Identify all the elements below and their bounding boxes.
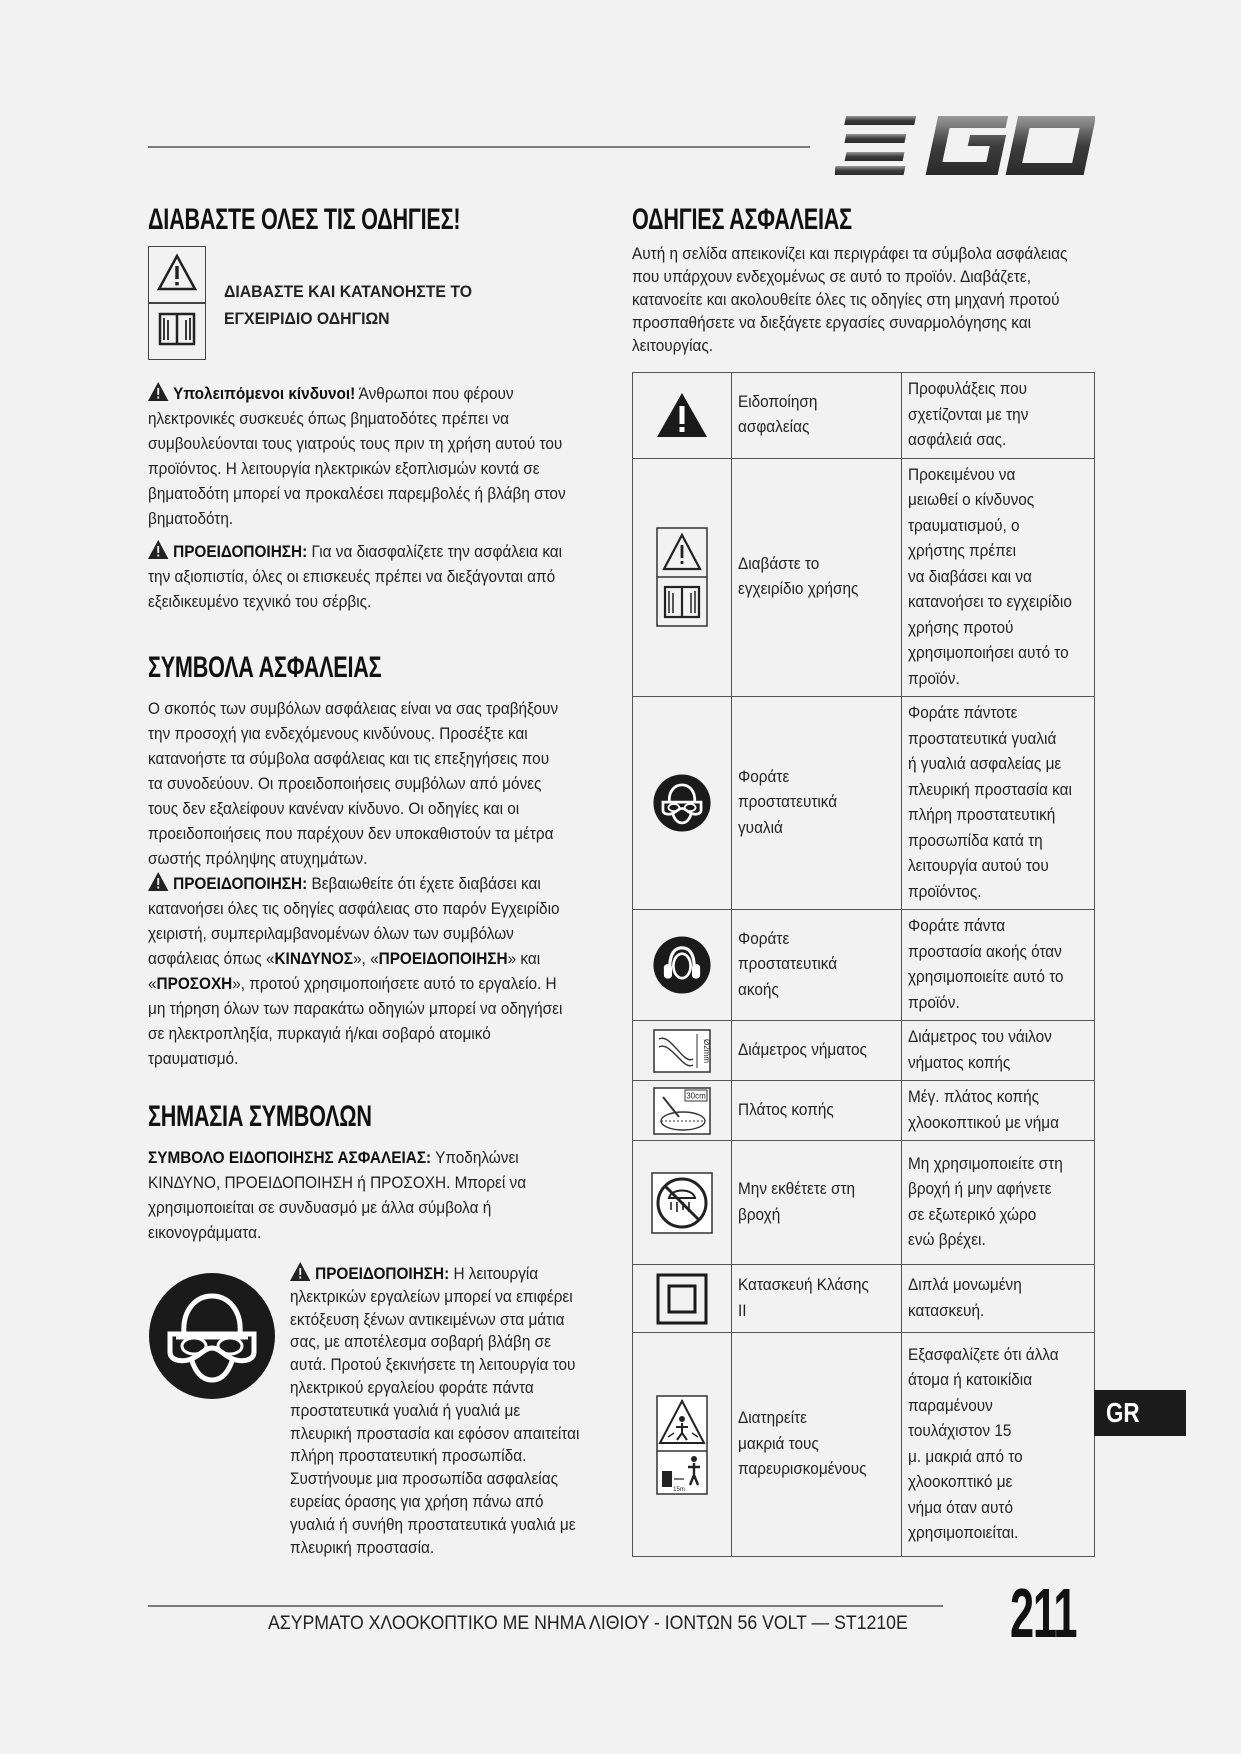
table-cell-icon: [633, 373, 732, 459]
table-cell-icon: [633, 1333, 732, 1557]
table-cell-meaning: Φοράτε πάντοτε προστατευτικά γυαλιά ή γυαλιά ασφαλείας με πλευρική προστασία και πλήρη προστατευτική προσωπίδα κατά τη λειτουργία αυτού του προϊόντος.: [902, 697, 1095, 910]
table-cell-icon: [633, 910, 732, 1021]
class-ii-icon: [656, 1273, 708, 1325]
table-cell-icon: [633, 1265, 732, 1333]
safety-goggles-icon: [653, 774, 711, 832]
table-cell-symbol: Μην εκθέτετε στη βροχή: [732, 1141, 902, 1265]
table-cell-symbol: Διαβάστε το εγχειρίδιο χρήσης: [732, 458, 902, 697]
table-cell-symbol: Διάμετρος νήματος: [732, 1021, 902, 1081]
read-manual-icon: [656, 527, 708, 627]
heading-read-all-instructions: ΔΙΑΒΑΣΤΕ ΟΛΕΣ ΤΙΣ ΟΔΗΓΙΕΣ!: [148, 203, 461, 236]
table-row: [633, 910, 1095, 1021]
table-cell-meaning: Προκειμένου να μειωθεί ο κίνδυνος τραυματισμού, ο χρήστης πρέπει να διαβάσει και να κατανοήσει το εγχειρίδιο χρήσης προτού χρησιμοποιήσει αυτό το προϊόν.: [902, 458, 1095, 697]
table-row: [633, 1021, 1095, 1081]
table-row: [633, 1265, 1095, 1333]
warning-triangle-icon: [157, 253, 197, 293]
svg-text:30cm: 30cm: [686, 1091, 706, 1100]
warning-icon: [148, 540, 168, 559]
safety-symbols-paragraph: Ο σκοπός των συμβόλων ασφάλειας είναι να σας τραβήξουν την προσοχή για ενδεχόμενους κινδύνους. Προσέξτε και κατανοήστε τα σύμβολα ασφάλειας και τις επεξηγήσεις που τα συνοδεύουν. Οι προειδοποιήσεις συμβόλων από μόνες τους δεν εξαλείφουν κανέναν κίνδυνο. Οι οδηγίες και οι προειδοποιήσεις που παρέχουν δεν υποκαθιστούν τα μέτρα σωστής πρόληψης ατυχημάτων.: [148, 700, 559, 868]
keep-bystanders-away-icon: [656, 1395, 708, 1495]
table-cell-symbol: Πλάτος κοπής: [732, 1081, 902, 1141]
symbol-meaning-paragraph: ΣΥΜΒΟΛΟ ΕΙΔΟΠΟΙΗΣΗΣ ΑΣΦΑΛΕΙΑΣ: Υποδηλώνει ΚΙΝΔΥΝΟ, ΠΡΟΕΙΔΟΠΟΙΗΣΗ ή ΠΡΟΣΟΧΗ. Μπορεί να χρησιμοποιείται σε συνδυασμό με άλλα σύμβολα ή εικονογράμματα.: [148, 1149, 527, 1242]
header-rule: [148, 146, 810, 148]
warning-icon: [148, 382, 168, 401]
table-cell-icon: [633, 697, 732, 910]
ear-protection-icon: [653, 936, 711, 994]
table-cell-symbol: Φοράτε προστατευτικά ακοής: [732, 910, 902, 1021]
page-number: 211: [1010, 1574, 1077, 1652]
warning-triangle-icon: [655, 391, 709, 439]
footer-product-name: ΑΣΥΡΜΑΤΟ ΧΛΟΟΚΟΠΤΙΚΟ ΜΕ ΝΗΜΑ ΛΙΘΙΟΥ - ΙΟΝΤΩΝ 56 VOLT — ST1210E: [268, 1613, 908, 1634]
table-cell-symbol: Κατασκευή Κλάσης II: [732, 1265, 902, 1333]
table-row: [633, 697, 1095, 910]
warning-icon: [290, 1262, 310, 1281]
table-cell-icon: [633, 1141, 732, 1265]
table-cell-symbol: Ειδοποίηση ασφαλείας: [732, 373, 902, 459]
table-row: [633, 1333, 1095, 1557]
heading-safety-symbols: ΣΥΜΒΟΛΑ ΑΣΦΑΛΕΙΑΣ: [148, 651, 382, 684]
no-rain-icon: [651, 1172, 713, 1234]
read-manual-symbol: [148, 246, 206, 360]
read-manual-caption: ΔΙΑΒΑΣΤΕ ΚΑΙ ΚΑΤΑΝΟΗΣΤΕ ΤΟ ΕΓΧΕΙΡΙΔΙΟ ΟΔΗΓΙΩΝ: [224, 282, 473, 328]
warning-goggles-paragraph: ΠΡΟΕΙΔΟΠΟΙΗΣΗ: Η λειτουργία ηλεκτρικών εργαλείων μπορεί να επιφέρει εκτόξευση ξένων αντικειμένων στα μάτια σας, με αποτέλεσμα σοβαρή βλάβη σε αυτά. Προτού ξεκινήσετε τη λειτουργία του ηλεκτρικού εργαλείου φοράτε πάντα προστατευτικά γυαλιά ή γυαλιά με πλευρική προστασία και εφόσον απαιτείται πλήρη προστατευτική προσωπίδα. Συστήνουμε μια προσωπίδα ασφαλείας ευρείας όρασης για χρήση πάνω από γυαλιά ή συνήθη προστατευτικά γυαλιά με πλευρική προστασία.: [290, 1262, 586, 1559]
table-cell-symbol: Φοράτε προστατευτικά γυαλιά: [732, 697, 902, 910]
table-cell-icon: [633, 458, 732, 697]
residual-risks-paragraph: Υπολειπόμενοι κίνδυνοι! Άνθρωποι που φέρουν ηλεκτρονικές συσκευές όπως βηματοδότες πρέπει να συμβουλεύονται τους γιατρούς τους πριν τη χρήση αυτού του προϊόντος. Η λειτουργία ηλεκτρικών εξοπλισμών κοντά σε βηματοδότη μπορεί να προκαλέσει παρεμβολές ή βλάβη στον βηματοδότη.: [148, 382, 567, 532]
cutting-width-icon: [653, 1087, 711, 1135]
table-cell-meaning: Διπλά μονωμένη κατασκευή.: [902, 1265, 1095, 1333]
table-row: [633, 373, 1095, 459]
open-book-icon: [157, 309, 197, 349]
footer-rule: [148, 1605, 943, 1607]
table-cell-meaning: Μη χρησιμοποιείτε στη βροχή ή μην αφήνετε σε εξωτερικό χώρο ενώ βρέχει.: [902, 1141, 1095, 1265]
ego-logo: [835, 112, 1095, 178]
table-cell-meaning: Μέγ. πλάτος κοπής χλοοκοπτικού με νήμα: [902, 1081, 1095, 1141]
table-cell-meaning: Φοράτε πάντα προστασία ακοής όταν χρησιμοποιείτε αυτό το προϊόν.: [902, 910, 1095, 1021]
svg-text:15m: 15m: [673, 1486, 685, 1493]
safety-goggles-icon: [148, 1272, 276, 1400]
warning-icon: [148, 872, 168, 891]
safety-instructions-intro: Αυτή η σελίδα απεικονίζει και περιγράφει τα σύμβολα ασφάλειας που υπάρχουν ενδεχομένως σε αυτό το προϊόν. Διαβάζετε, κατανοείτε και ακολουθείτε όλες τις οδηγίες στη μηχανή προτού προσπαθήσετε να διεξάγετε εργασίες συναρμολόγησης και λειτουργίας.: [632, 245, 1068, 355]
table-cell-meaning: Διάμετρος του νάιλον νήματος κοπής: [902, 1021, 1095, 1081]
heading-safety-instructions: ΟΔΗΓΙΕΣ ΑΣΦΑΛΕΙΑΣ: [632, 203, 852, 236]
table-cell-icon: [633, 1021, 732, 1081]
warning-service-paragraph: ΠΡΟΕΙΔΟΠΟΙΗΣΗ: Για να διασφαλίζετε την ασφάλεια και την αξιοπιστία, όλες οι επισκευές πρέπει να διεξάγονται από εξειδικευμένο τεχνικό του σέρβις.: [148, 540, 567, 615]
safety-symbols-table: [632, 372, 1095, 1557]
table-row: [633, 1081, 1095, 1141]
warning-read-all-paragraph: ΠΡΟΕΙΔΟΠΟΙΗΣΗ: Βεβαιωθείτε ότι έχετε διαβάσει και κατανοήσει όλες τις οδηγίες ασφάλειας στο παρόν Εγχειρίδιο χειριστή, συμπεριλαμβανομένων όλων των συμβόλων ασφάλειας όπως «ΚΙΝΔΥΝΟΣ», «ΠΡΟΕΙΔΟΠΟΙΗΣΗ» και «ΠΡΟΣΟΧΗ», προτού χρησιμοποιήσετε αυτό το εργαλείο. Η μη τήρηση όλων των παρακάτω οδηγιών μπορεί να οδηγήσει σε ηλεκτροπληξία, πυρκαγιά ή/και σοβαρό ατομικό τραυματισμό.: [148, 872, 567, 1072]
table-cell-icon: [633, 1081, 732, 1141]
line-diameter-icon: [653, 1029, 711, 1073]
table-cell-symbol: Διατηρείτε μακριά τους παρευρισκομένους: [732, 1333, 902, 1557]
table-cell-meaning: Εξασφαλίζετε ότι άλλα άτομα ή κατοικίδια παραμένουν τουλάχιστον 15 μ. μακριά από το χλοοκοπτικό με νήμα όταν αυτό χρησιμοποιείται.: [902, 1333, 1095, 1557]
table-row: [633, 458, 1095, 697]
language-tab: GR: [1094, 1390, 1186, 1436]
table-row: [633, 1141, 1095, 1265]
svg-text:Ø2mm: Ø2mm: [702, 1038, 711, 1063]
table-cell-meaning: Προφυλάξεις που σχετίζονται με την ασφάλειά σας.: [902, 373, 1095, 459]
heading-symbol-meaning: ΣΗΜΑΣΙΑ ΣΥΜΒΟΛΩΝ: [148, 1100, 372, 1133]
